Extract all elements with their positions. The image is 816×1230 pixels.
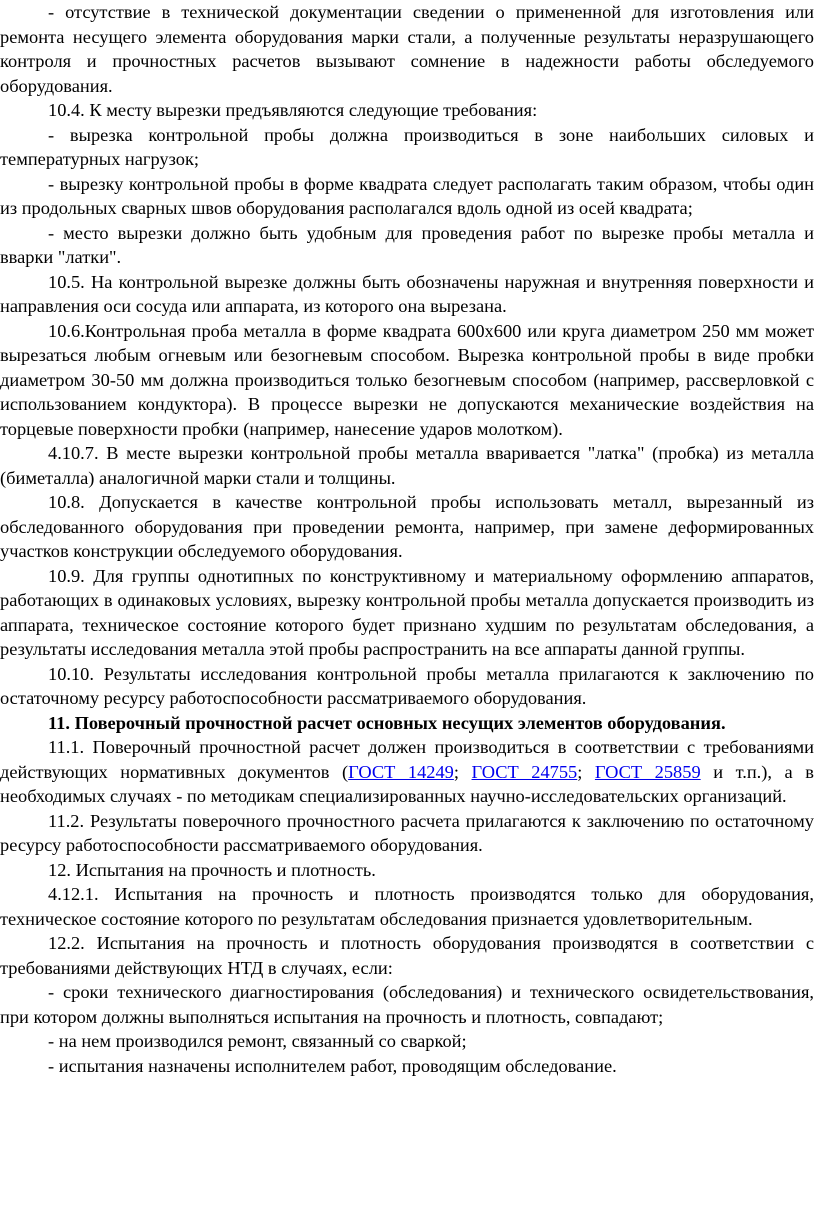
paragraph-10-10: 10.10. Результаты исследования контрольной пробы металла прилагаются к заключению по остаточному ресурсу работоспособности рассматриваемого оборудования.	[0, 663, 814, 708]
paragraph-11-1	[0, 735, 814, 809]
paragraph-10-7: 4.10.7. В месте вырезки контрольной пробы металла вваривается "латка" (пробка) из металла (биметалла) аналогичной марки стали и толщины.	[0, 443, 814, 488]
paragraph-10-4: 10.4. К месту вырезки предъявляются следующие требования:	[48, 100, 538, 120]
link-separator: ;	[577, 761, 595, 782]
gost-14249-link[interactable]: ГОСТ 14249	[348, 761, 454, 782]
paragraph-12-2-item-2: - на нем производился ремонт, связанный со сваркой;	[48, 1031, 467, 1051]
section-heading-12: 12. Испытания на прочность и плотность.	[48, 859, 376, 880]
paragraph-missing-steel-grade: - отсутствие в технической документации сведении о примененной для изготовления или ремонта несущего элемента оборудования марки стали, а полученные результаты неразрушающего контроля и прочностных расчетов вызывают сомнение в надежности работы обследуемого оборудования.	[0, 2, 814, 96]
paragraph-10-4-item-3: - место вырезки должно быть удобным для проведения работ по вырезке пробы металла и вварки "латки".	[0, 222, 814, 267]
paragraph-10-5: 10.5. На контрольной вырезке должны быть обозначены наружная и внутренняя поверхности и направления оси сосуда или аппарата, из которого она вырезана.	[0, 271, 814, 316]
paragraph-10-4-item-1: - вырезка контрольной пробы должна производиться в зоне наибольших силовых и температурных нагрузок;	[0, 124, 814, 169]
paragraph-12-2-item-1: - сроки технического диагностирования (обследования) и технического освидетельствования, при котором должны выполняться испытания на прочность и плотность, совпадают;	[0, 982, 814, 1027]
paragraph-10-9: 10.9. Для группы однотипных по конструктивному и материальному оформлению аппаратов, работающих в одинаковых условиях, вырезку контрольной пробы металла допускается производить из аппарата, техническое состояние которого будет признано худшим по результатам обследования, а результаты исследования металла этой пробы распространить на все аппараты данной группы.	[0, 565, 814, 659]
paragraph-11-1-text-after: и т.п.), а в необходимых случаях - по методикам специализированных научно-исследовательских организаций.	[0, 761, 814, 806]
link-separator: ;	[453, 761, 472, 782]
paragraph-11-1-text-before: 11.1. Поверочный прочностной расчет должен производиться в соответствии с требованиями действующих нормативных документов (	[0, 737, 814, 782]
gost-25859-link[interactable]: ГОСТ 25859	[594, 761, 701, 782]
paragraph-12-2: 12.2. Испытания на прочность и плотность оборудования производятся в соответствии с требованиями действующих НТД в случаях, если:	[0, 933, 814, 978]
paragraph-10-6: 10.6.Контрольная проба металла в форме квадрата 600х600 или круга диаметром 250 мм может вырезаться любым огневым или безогневым способом. Вырезка контрольной пробы в виде пробки диаметром 30-50 мм должна производиться только безогневым способом (например, рассверловкой с использованием кондуктора). В процессе вырезки не допускаются механические воздействия на торцевые поверхности пробки (например, нанесение ударов молотком).	[0, 320, 814, 439]
section-heading-11: 11. Поверочный прочностной расчет основных несущих элементов оборудования.	[48, 712, 726, 733]
paragraph-10-8: 10.8. Допускается в качестве контрольной пробы использовать металл, вырезанный из обследованного оборудования при проведении ремонта, например, при замене деформированных участков конструкции обследуемого оборудования.	[0, 492, 814, 561]
paragraph-11-2: 11.2. Результаты поверочного прочностного расчета прилагаются к заключению по остаточному ресурсу работоспособности рассматриваемого оборудования.	[0, 810, 814, 855]
paragraph-12-2-item-3: - испытания назначены исполнителем работ, проводящим обследование.	[48, 1055, 617, 1076]
paragraph-10-4-item-2: - вырезку контрольной пробы в форме квадрата следует располагать таким образом, чтобы один из продольных сварных швов оборудования располагался вдоль одной из осей квадрата;	[0, 173, 814, 218]
gost-24755-link[interactable]: ГОСТ 24755	[471, 761, 578, 782]
paragraph-12-1: 4.12.1. Испытания на прочность и плотность производятся только для оборудования, техническое состояние которого по результатам обследования признается удовлетворительным.	[0, 884, 814, 929]
